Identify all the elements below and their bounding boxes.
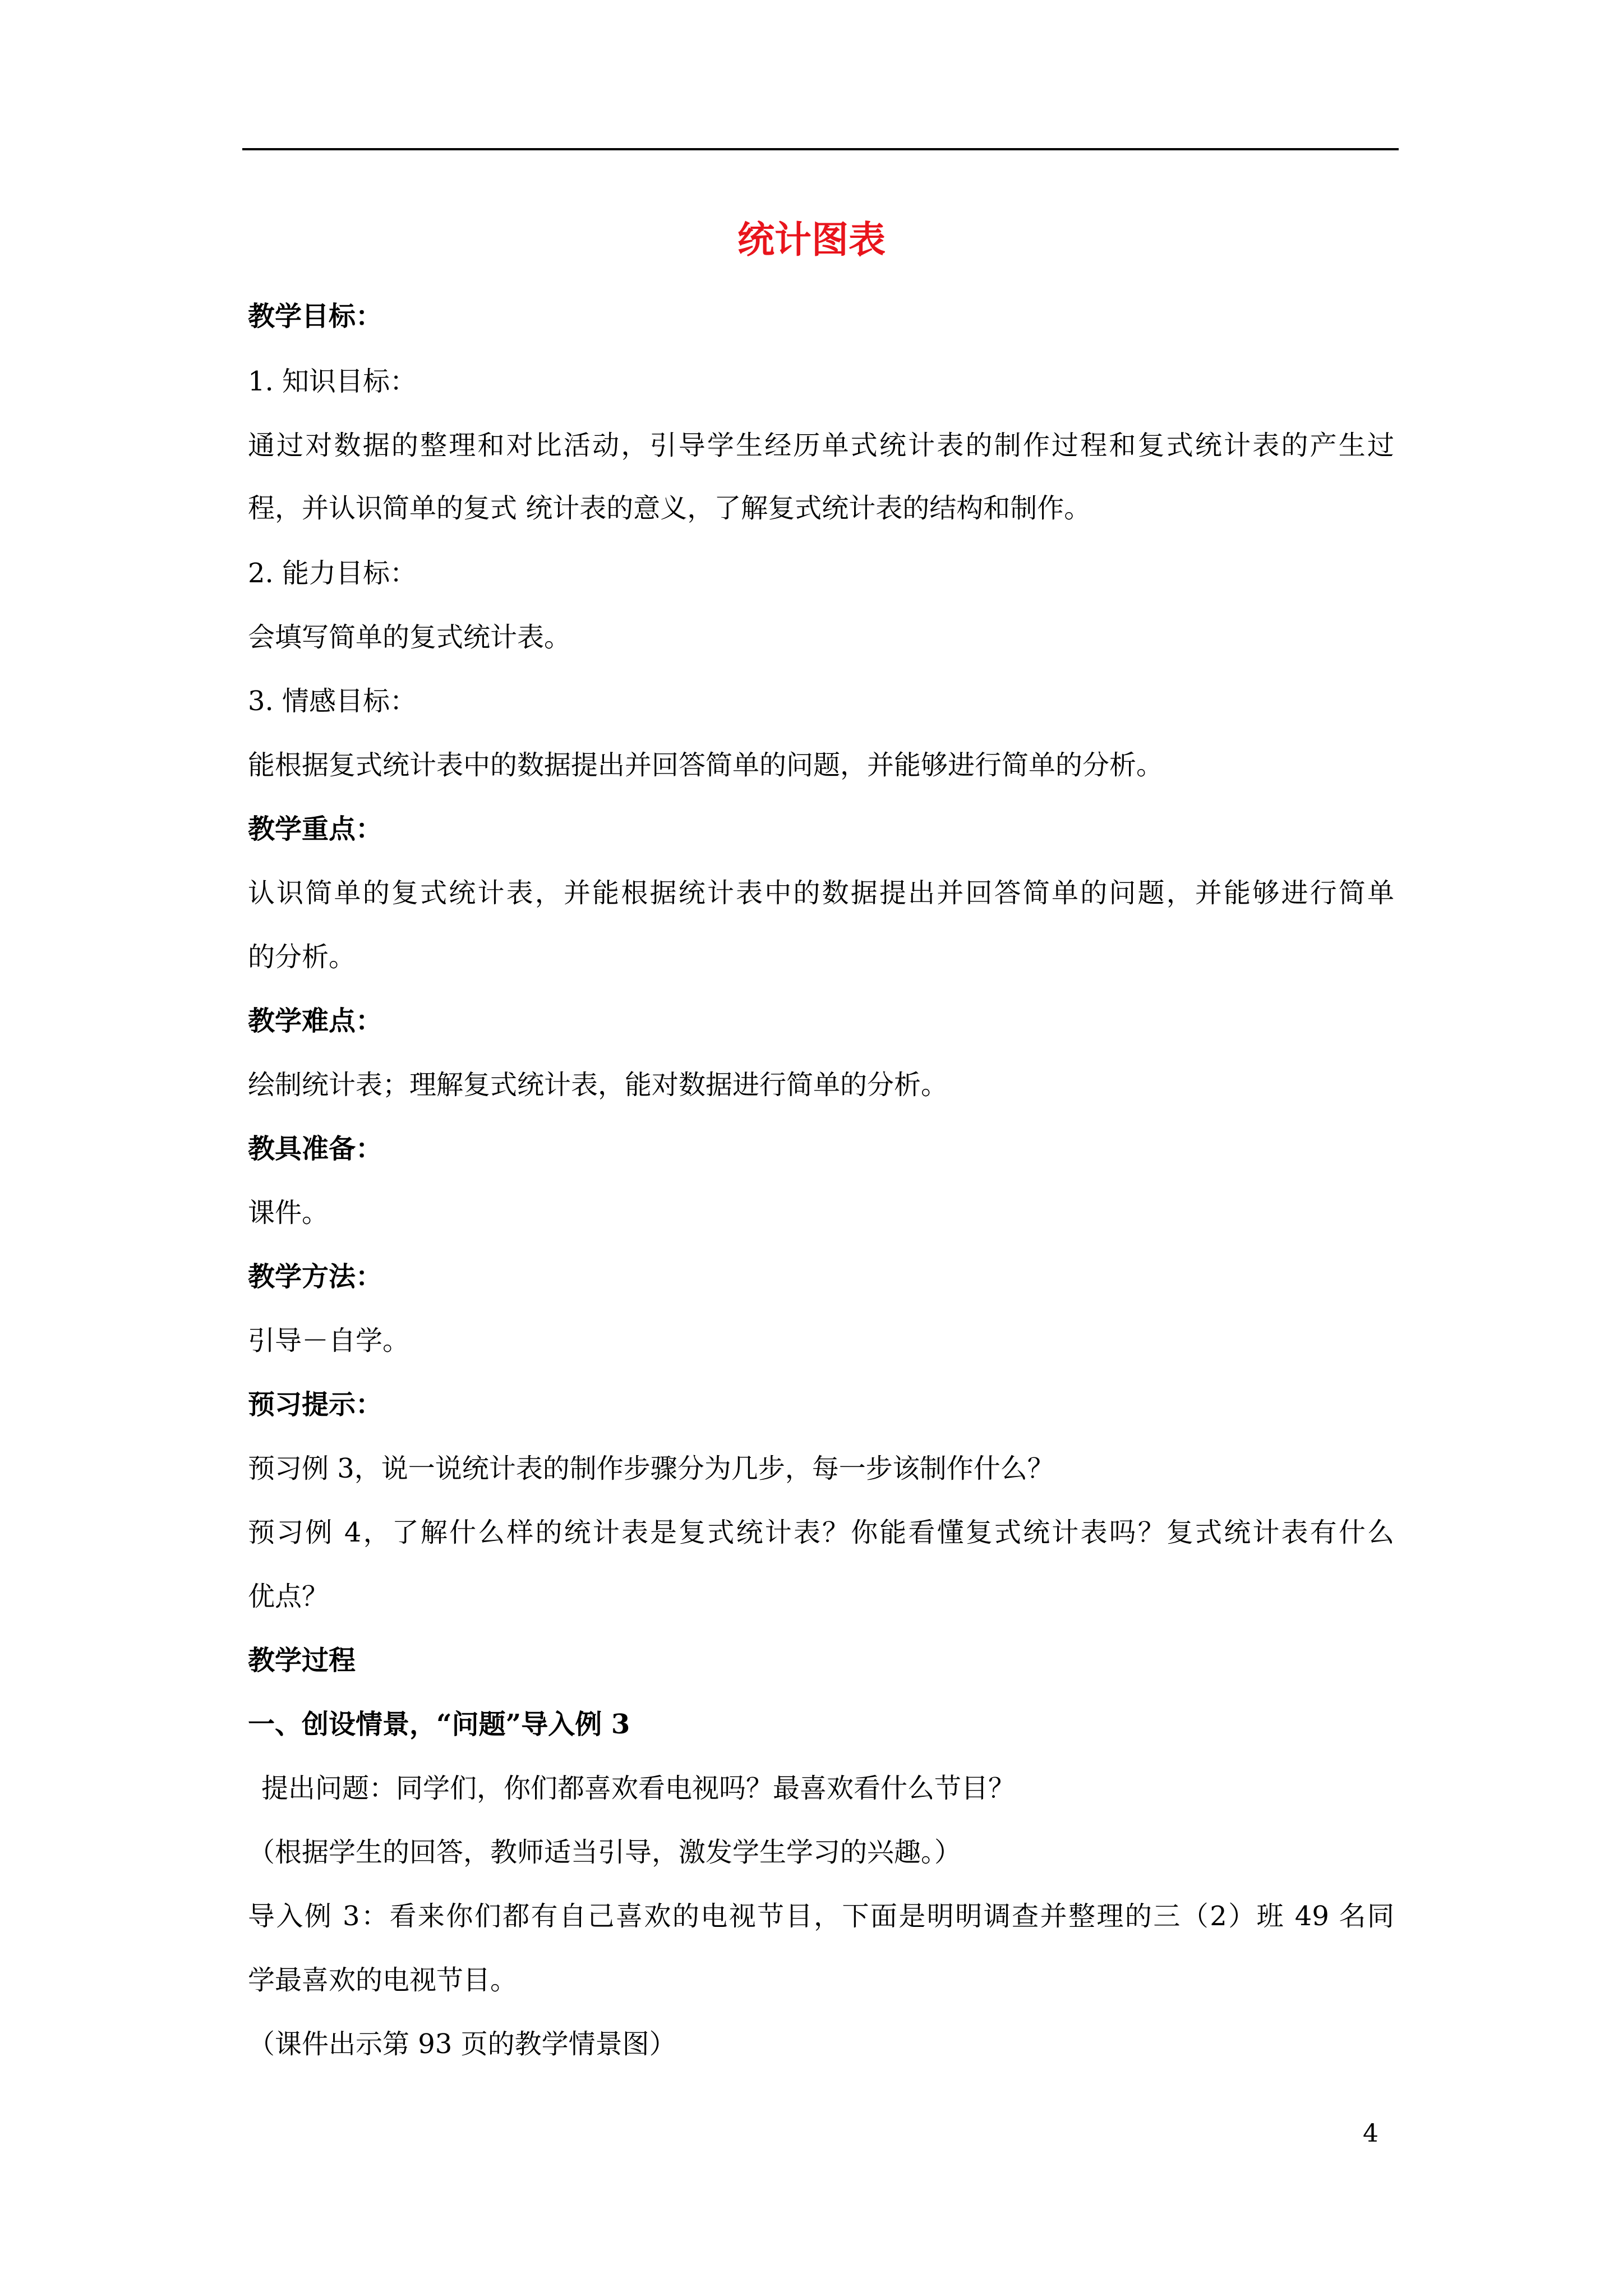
objective-3-text: 能根据复式统计表中的数据提出并回答简单的问题，并能够进行简单的分析。 <box>248 749 1164 781</box>
header-rule <box>242 148 1399 150</box>
part-1-courseware: （课件出示第 93 页的教学情景图） <box>248 2028 676 2060</box>
materials-heading: 教具准备： <box>248 1133 383 1165</box>
objective-2-text: 会填写简单的复式统计表。 <box>248 622 571 653</box>
objective-1-text-line-1: 通过对数据的整理和对比活动，引导学生经历单式统计表的制作过程和复式统计表的产生过 <box>248 430 1394 461</box>
preview-heading: 预习提示： <box>248 1389 383 1420</box>
document-title: 统计图表 <box>737 218 886 261</box>
page-number: 4 <box>1363 2119 1378 2148</box>
process-heading: 教学过程 <box>248 1645 356 1676</box>
difficulties-text: 绘制统计表；理解复式统计表，能对数据进行简单的分析。 <box>248 1069 948 1101</box>
key-points-heading: 教学重点： <box>248 813 383 845</box>
materials-text: 课件。 <box>248 1197 329 1228</box>
part-1-question: 提出问题：同学们，你们都喜欢看电视吗？最喜欢看什么节目？ <box>261 1773 1016 1804</box>
objective-3-label: 3. 情感目标： <box>248 685 417 717</box>
objective-2-label: 2. 能力目标： <box>248 558 417 589</box>
objective-1-label: 1. 知识目标： <box>248 366 417 397</box>
objective-1-text-line-2: 程，并认识简单的复式 统计表的意义，了解复式统计表的结构和制作。 <box>248 493 1091 524</box>
methods-text: 引导－自学。 <box>248 1325 410 1356</box>
objectives-heading: 教学目标： <box>248 301 383 332</box>
key-points-text-line-1: 认识简单的复式统计表，并能根据统计表中的数据提出并回答简单的问题，并能够进行简单 <box>248 877 1394 909</box>
part-1-intro-line-2: 学最喜欢的电视节目。 <box>248 1964 518 1996</box>
part-1-heading: 一、创设情景，“问题”导入例 3 <box>248 1709 630 1740</box>
difficulties-heading: 教学难点： <box>248 1005 383 1037</box>
key-points-text-line-2: 的分析。 <box>248 941 356 973</box>
part-1-intro-line-1: 导入例 3：看来你们都有自己喜欢的电视节目，下面是明明调查并整理的三（2）班 49 名同 <box>248 1901 1394 1932</box>
preview-text-2-line-2: 优点？ <box>248 1581 329 1612</box>
methods-heading: 教学方法： <box>248 1261 383 1292</box>
preview-text-1: 预习例 3，说一说统计表的制作步骤分为几步，每一步该制作什么？ <box>248 1453 1054 1484</box>
part-1-note: （根据学生的回答，教师适当引导，激发学生学习的兴趣。） <box>248 1837 962 1868</box>
preview-text-2-line-1: 预习例 4，了解什么样的统计表是复式统计表？你能看懂复式统计表吗？复式统计表有什么 <box>248 1517 1394 1548</box>
